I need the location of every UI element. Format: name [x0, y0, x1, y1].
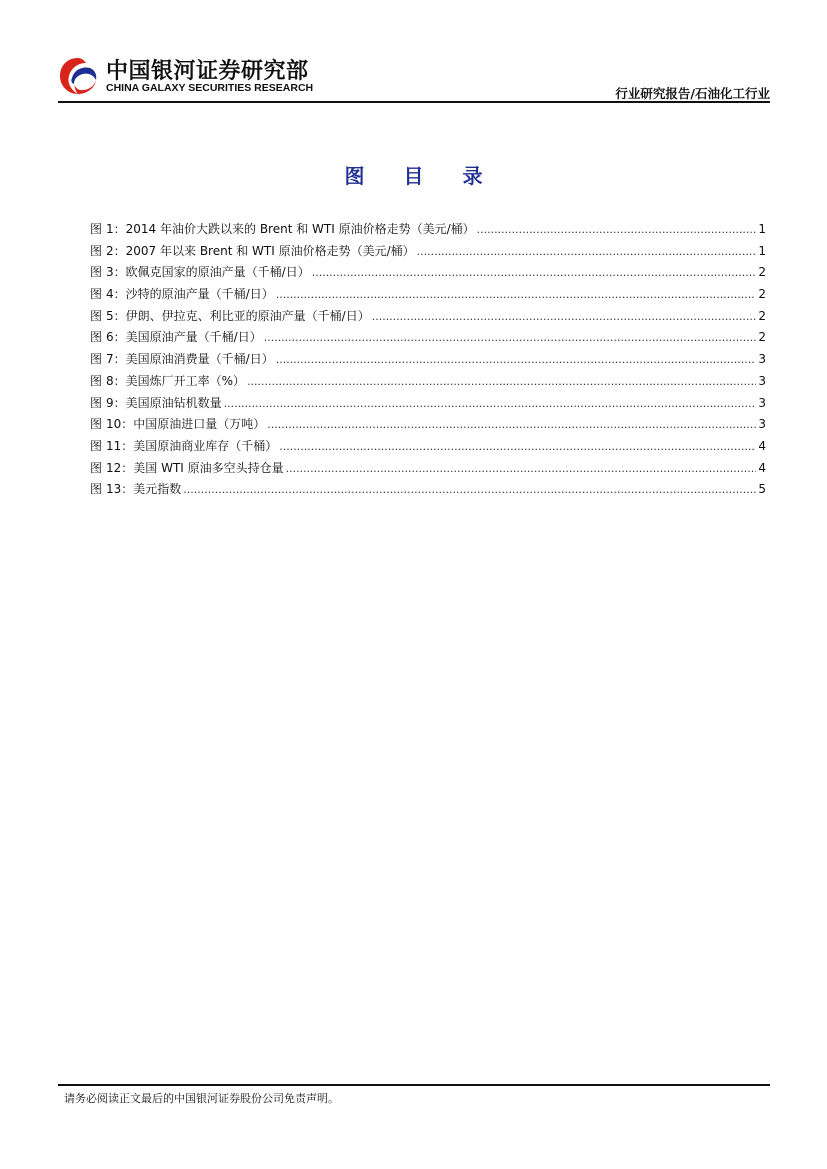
- toc-entry-text: 10：中国原油进口量（万吨）: [106, 417, 266, 432]
- toc-entry-label: [90, 220, 475, 237]
- toc-entry-text: 12：美国 WTI 原油多空头持仓量: [106, 460, 284, 475]
- toc-dot-leader: [279, 440, 756, 453]
- toc-dot-leader: [276, 288, 757, 301]
- toc-entry-text: 5：伊朗、伊拉克、利比亚的原油产量（千桶/日）: [106, 308, 370, 323]
- toc-entry-label: [90, 263, 310, 280]
- toc-entry-page: 1: [758, 222, 766, 236]
- toc-entry[interactable]: [90, 263, 766, 285]
- toc-entry-label: [90, 285, 274, 302]
- toc-entry-prefix: 图: [90, 417, 103, 432]
- toc-list: [90, 220, 766, 502]
- toc-entry-text: 8：美国炼厂开工率（%）: [106, 373, 246, 388]
- toc-entry-page: 4: [758, 460, 766, 475]
- toc-entry-text: 1：2014 年油价大跌以来的 Brent 和 WTI 原油价格走势（美元/桶）: [106, 222, 475, 236]
- toc-entry[interactable]: [90, 328, 766, 350]
- toc-entry-prefix: 图: [90, 438, 103, 453]
- toc-entry-text: 11：美国原油商业库存（千桶）: [106, 438, 278, 453]
- toc-entry[interactable]: [90, 307, 766, 329]
- toc-entry-text: 3：欧佩克国家的原油产量（千桶/日）: [106, 265, 310, 280]
- toc-entry-prefix: 图: [90, 460, 103, 475]
- toc-dot-leader: [477, 223, 757, 236]
- toc-entry[interactable]: [90, 459, 766, 481]
- toc-entry-prefix: 图: [90, 330, 103, 345]
- toc-entry-page: 5: [758, 482, 766, 497]
- footer-disclaimer: 请务必阅读正文最后的中国银河证券股份公司免责声明。: [64, 1092, 339, 1105]
- toc-dot-leader: [286, 462, 757, 475]
- toc-entry-label: [90, 437, 277, 454]
- report-type: 行业研究报告/石油化工行业: [615, 86, 770, 101]
- toc-entry[interactable]: [90, 480, 766, 502]
- header-divider: [58, 101, 770, 103]
- toc-entry-prefix: 图: [90, 243, 103, 258]
- toc-entry-page: 1: [758, 243, 766, 258]
- toc-entry-page: 2: [758, 287, 766, 302]
- toc-entry-page: 3: [758, 417, 766, 432]
- page-header: [58, 52, 770, 102]
- toc-entry-label: [90, 394, 222, 411]
- toc-entry-text: 2：2007 年以来 Brent 和 WTI 原油价格走势（美元/桶）: [106, 243, 415, 258]
- toc-entry-label: [90, 350, 274, 367]
- toc-entry-prefix: 图: [90, 308, 103, 323]
- toc-entry-text: 4：沙特的原油产量（千桶/日）: [106, 287, 274, 302]
- toc-entry-label: [90, 372, 245, 389]
- toc-entry-page: 3: [758, 395, 766, 410]
- toc-dot-leader: [247, 375, 756, 388]
- toc-entry-page: 3: [758, 352, 766, 367]
- toc-entry-page: 2: [758, 330, 766, 345]
- toc-entry[interactable]: [90, 220, 766, 242]
- toc-dot-leader: [224, 397, 757, 410]
- toc-entry[interactable]: [90, 372, 766, 394]
- toc-entry[interactable]: [90, 242, 766, 264]
- toc-dot-leader: [264, 331, 757, 344]
- toc-dot-leader: [276, 353, 757, 366]
- toc-entry-label: [90, 307, 370, 324]
- toc-entry-label: [90, 480, 181, 497]
- toc-entry[interactable]: [90, 437, 766, 459]
- toc-dot-leader: [183, 483, 756, 496]
- footer-divider: [58, 1084, 770, 1086]
- toc-entry-label: [90, 328, 262, 345]
- toc-entry-label: [90, 415, 265, 432]
- toc-title: 图 目 录: [344, 164, 499, 188]
- toc-entry-prefix: 图: [90, 222, 103, 236]
- toc-dot-leader: [372, 310, 757, 323]
- brand-name-cn: 中国银河证券研究部: [106, 59, 309, 84]
- toc-entry-page: 4: [758, 438, 766, 453]
- toc-entry-text: 13：美元指数: [106, 482, 182, 497]
- toc-entry-label: [90, 459, 284, 476]
- toc-entry[interactable]: [90, 415, 766, 437]
- toc-entry-text: 9：美国原油钻机数量: [106, 395, 222, 410]
- toc-entry-prefix: 图: [90, 482, 103, 497]
- toc-entry-page: 3: [758, 373, 766, 388]
- toc-entry[interactable]: [90, 394, 766, 416]
- toc-entry-page: 2: [758, 265, 766, 280]
- toc-dot-leader: [312, 266, 757, 279]
- toc-entry-prefix: 图: [90, 352, 103, 367]
- toc-dot-leader: [267, 418, 756, 431]
- toc-entry-page: 2: [758, 308, 766, 323]
- toc-entry-text: 7：美国原油消费量（千桶/日）: [106, 352, 274, 367]
- toc-entry-prefix: 图: [90, 373, 103, 388]
- toc-entry[interactable]: [90, 285, 766, 307]
- toc-entry[interactable]: [90, 350, 766, 372]
- toc-entry-prefix: 图: [90, 265, 103, 280]
- galaxy-logo-icon: [58, 56, 98, 96]
- brand-name-en: CHINA GALAXY SECURITIES RESEARCH: [106, 82, 314, 94]
- toc-entry-prefix: 图: [90, 395, 103, 410]
- toc-entry-label: [90, 242, 415, 259]
- toc-entry-text: 6：美国原油产量（千桶/日）: [106, 330, 262, 345]
- toc-entry-prefix: 图: [90, 287, 103, 302]
- toc-dot-leader: [417, 245, 757, 258]
